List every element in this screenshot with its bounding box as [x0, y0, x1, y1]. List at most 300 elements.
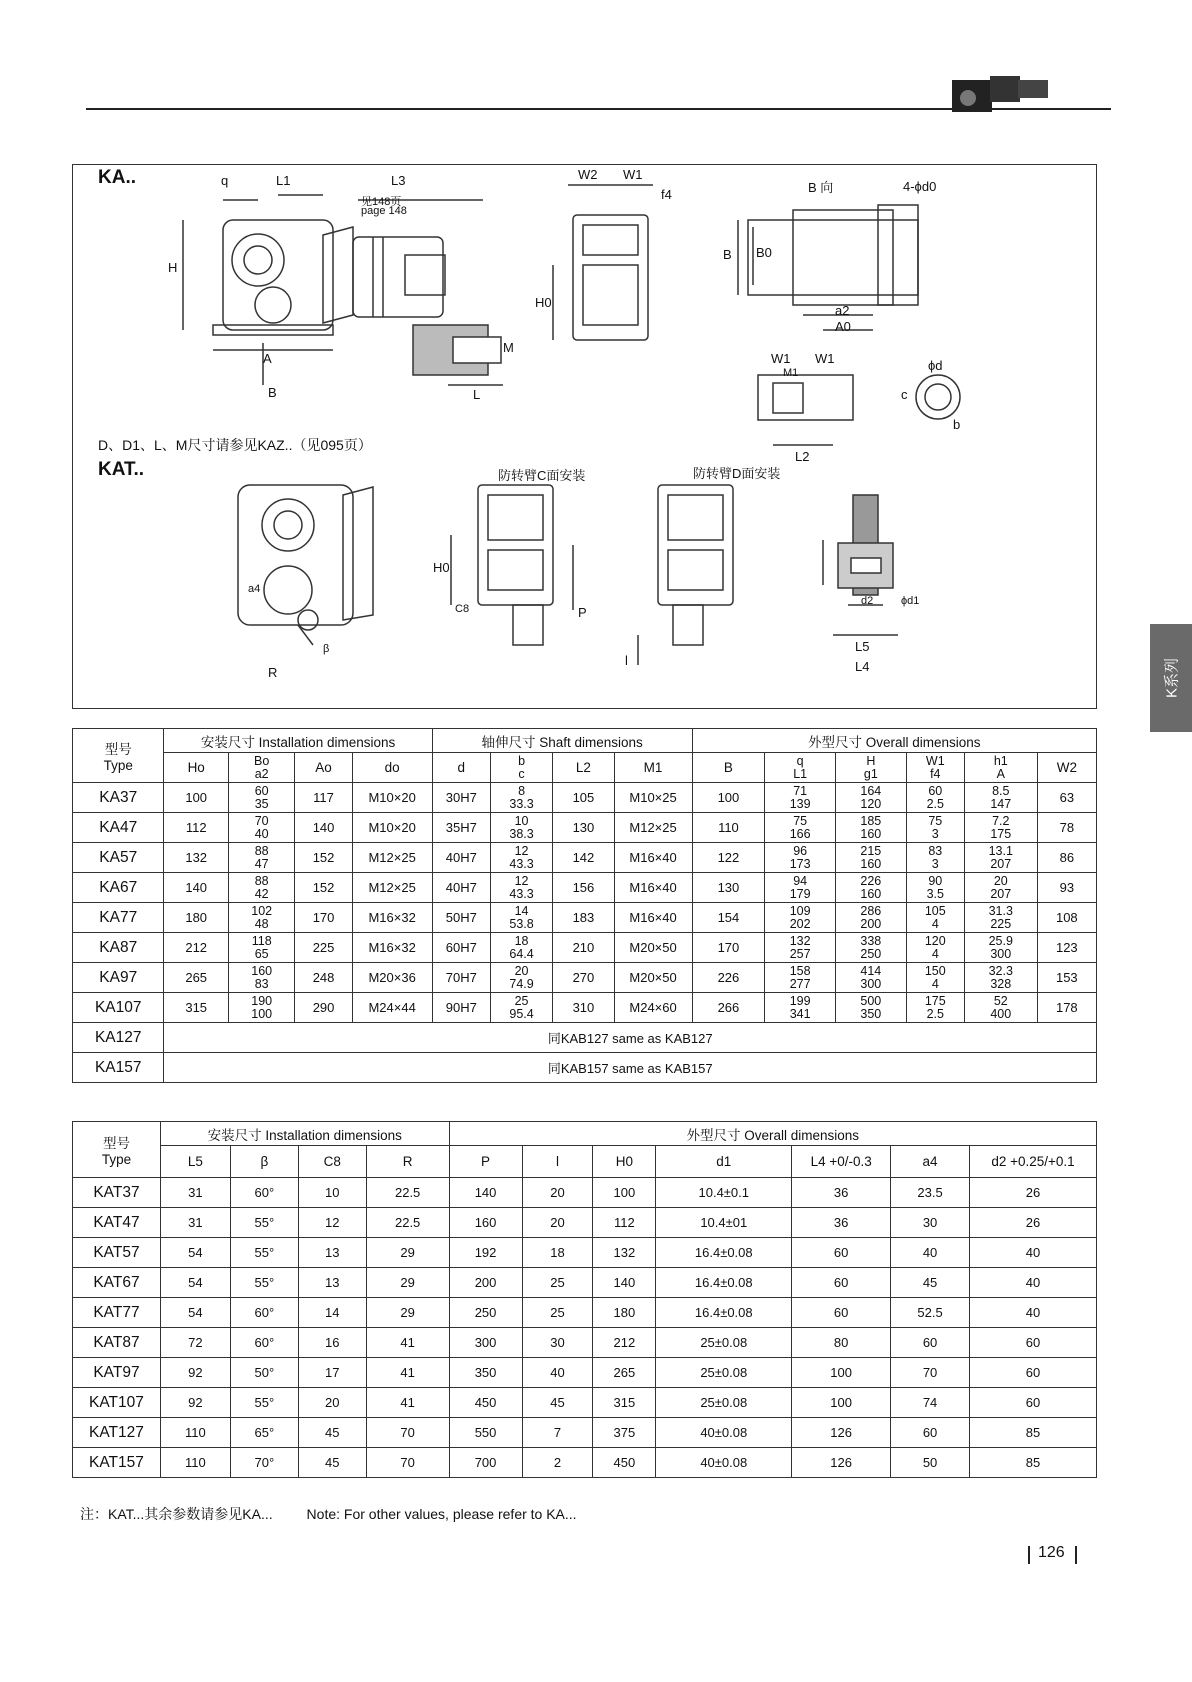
data-cell: 156 — [553, 873, 614, 903]
data-cell: 215 160 — [836, 843, 907, 873]
table-row — [73, 1418, 1097, 1448]
col-header: B — [692, 753, 765, 783]
data-cell: 94 179 — [765, 873, 836, 903]
data-cell: 40 — [970, 1268, 1097, 1298]
table-row — [73, 1053, 1097, 1083]
data-cell: 31.3 225 — [964, 903, 1037, 933]
data-cell: 54 — [160, 1238, 230, 1268]
footnote-en: Note: For other values, please refer to KA... — [306, 1506, 577, 1522]
gearmotor-logo — [950, 70, 1050, 116]
data-cell: 180 — [593, 1298, 656, 1328]
data-cell: 55° — [230, 1208, 298, 1238]
col-header: Bo a2 — [228, 753, 295, 783]
dim-L5: L5 — [855, 639, 870, 654]
type-cell: KA157 — [73, 1053, 164, 1083]
data-cell: 25 95.4 — [490, 993, 552, 1023]
data-cell: 25±0.08 — [656, 1328, 792, 1358]
type-cell: KAT87 — [73, 1328, 161, 1358]
dim-H0: H0 — [535, 295, 552, 310]
data-cell: 25±0.08 — [656, 1358, 792, 1388]
table-row — [73, 1358, 1097, 1388]
type-cell: KAT37 — [73, 1178, 161, 1208]
dim-L1: L1 — [276, 173, 291, 188]
data-cell: 270 — [553, 963, 614, 993]
dim-W1-shaft-2: W1 — [815, 351, 835, 366]
col-header: a4 — [891, 1146, 970, 1178]
data-cell: 52 400 — [964, 993, 1037, 1023]
data-cell: 108 — [1037, 903, 1096, 933]
kat-front-view — [238, 485, 373, 645]
same-as-cell: 同KAB127 same as KAB127 — [164, 1023, 1097, 1053]
data-cell: 31 — [160, 1208, 230, 1238]
type-cell: KAT127 — [73, 1418, 161, 1448]
data-cell: 20 207 — [964, 873, 1037, 903]
data-cell: 60 — [970, 1328, 1097, 1358]
data-cell: 60 — [792, 1268, 891, 1298]
data-cell: 70 — [366, 1418, 449, 1448]
data-cell: 14 53.8 — [490, 903, 552, 933]
data-cell: M20×36 — [352, 963, 432, 993]
data-cell: 30H7 — [432, 783, 490, 813]
dim-beta: β — [323, 643, 330, 655]
data-cell: M16×40 — [614, 843, 692, 873]
data-cell: 74 — [891, 1388, 970, 1418]
type-cell: KAT107 — [73, 1388, 161, 1418]
data-cell: 60 35 — [228, 783, 295, 813]
table-footnote — [80, 1504, 577, 1524]
dim-A: A — [263, 351, 272, 366]
col-header: W1 f4 — [906, 753, 964, 783]
data-cell: 266 — [692, 993, 765, 1023]
data-cell: 29 — [366, 1298, 449, 1328]
data-cell: M12×25 — [352, 843, 432, 873]
data-cell: 190 100 — [228, 993, 295, 1023]
data-cell: 160 — [449, 1208, 522, 1238]
b-view-label: B 向 — [808, 180, 834, 195]
data-cell: 71 139 — [765, 783, 836, 813]
data-cell: 45 — [298, 1448, 366, 1478]
ka-side-view — [553, 185, 653, 340]
data-cell: 40 — [970, 1238, 1097, 1268]
data-cell: 40±0.08 — [656, 1418, 792, 1448]
table-row — [73, 1208, 1097, 1238]
data-cell: 90H7 — [432, 993, 490, 1023]
dim-note: D、D1、L、M尺寸请参见KAZ..（见095页） — [98, 437, 372, 453]
data-cell: 60° — [230, 1178, 298, 1208]
data-cell: 550 — [449, 1418, 522, 1448]
data-cell: 35H7 — [432, 813, 490, 843]
data-cell: 10.4±01 — [656, 1208, 792, 1238]
data-cell: M12×25 — [614, 813, 692, 843]
table-row — [73, 1388, 1097, 1418]
data-cell: 100 — [792, 1358, 891, 1388]
data-cell: 25±0.08 — [656, 1388, 792, 1418]
data-cell: 16.4±0.08 — [656, 1238, 792, 1268]
col-header: Ao — [295, 753, 352, 783]
type-cell: KA47 — [73, 813, 164, 843]
dim-M: M — [503, 340, 514, 355]
data-cell: 40 — [891, 1238, 970, 1268]
see-page-en: page 148 — [361, 205, 407, 217]
data-cell: 225 — [295, 933, 352, 963]
type-cell: KA127 — [73, 1023, 164, 1053]
data-cell: 226 — [692, 963, 765, 993]
dim-H0-kat: H0 — [433, 560, 450, 575]
data-cell: 70 — [891, 1358, 970, 1388]
col-header: l — [522, 1146, 593, 1178]
data-cell: 90 3.5 — [906, 873, 964, 903]
dim-L4: L4 — [855, 659, 870, 674]
data-cell: 22.5 — [366, 1208, 449, 1238]
kat-dimensions-table — [72, 1121, 1097, 1478]
shaft-detail-view — [758, 375, 960, 445]
table-row — [73, 993, 1097, 1023]
data-cell: 32.3 328 — [964, 963, 1037, 993]
col-header: do — [352, 753, 432, 783]
col-header: H0 — [593, 1146, 656, 1178]
data-cell: 375 — [593, 1418, 656, 1448]
data-cell: 140 — [593, 1268, 656, 1298]
type-cell: KAT157 — [73, 1448, 161, 1478]
data-cell: 7.2 175 — [964, 813, 1037, 843]
col-header: R — [366, 1146, 449, 1178]
dim-W1-shaft: W1 — [771, 351, 791, 366]
data-cell: 123 — [1037, 933, 1096, 963]
table-row — [73, 963, 1097, 993]
data-cell: 60 — [970, 1358, 1097, 1388]
data-cell: 170 — [692, 933, 765, 963]
data-cell: 18 64.4 — [490, 933, 552, 963]
data-cell: 65° — [230, 1418, 298, 1448]
data-cell: 60° — [230, 1328, 298, 1358]
data-cell: 93 — [1037, 873, 1096, 903]
data-cell: 154 — [692, 903, 765, 933]
table-row — [73, 1268, 1097, 1298]
data-cell: 338 250 — [836, 933, 907, 963]
dim-l: l — [625, 653, 628, 668]
data-cell: 70H7 — [432, 963, 490, 993]
data-cell: 178 — [1037, 993, 1096, 1023]
data-cell: 40H7 — [432, 843, 490, 873]
overall-group-header: 外型尺寸 Overall dimensions — [692, 729, 1096, 753]
data-cell: 88 47 — [228, 843, 295, 873]
data-cell: 14 — [298, 1298, 366, 1328]
data-cell: 75 3 — [906, 813, 964, 843]
data-cell: 30 — [522, 1328, 593, 1358]
data-cell: 192 — [449, 1238, 522, 1268]
data-cell: 40H7 — [432, 873, 490, 903]
hollow-shaft-section — [413, 325, 503, 385]
data-cell: 20 — [522, 1178, 593, 1208]
section-side-tab: K系列 — [1150, 624, 1192, 732]
data-cell: 112 — [164, 813, 228, 843]
data-cell: 55° — [230, 1388, 298, 1418]
data-cell: 17 — [298, 1358, 366, 1388]
data-cell: 140 — [295, 813, 352, 843]
data-cell: 55° — [230, 1238, 298, 1268]
col-header: d — [432, 753, 490, 783]
type-cell: KA37 — [73, 783, 164, 813]
data-cell: M16×40 — [614, 873, 692, 903]
data-cell: 70° — [230, 1448, 298, 1478]
data-cell: 13 — [298, 1238, 366, 1268]
dim-W1: W1 — [623, 167, 643, 182]
data-cell: 180 — [164, 903, 228, 933]
col-header: W2 — [1037, 753, 1096, 783]
data-cell: 45 — [891, 1268, 970, 1298]
type-cell: KAT57 — [73, 1238, 161, 1268]
data-cell: 126 — [792, 1448, 891, 1478]
data-cell: 40±0.08 — [656, 1448, 792, 1478]
table-row — [73, 1448, 1097, 1478]
data-cell: 50° — [230, 1358, 298, 1388]
data-cell: 41 — [366, 1358, 449, 1388]
data-cell: 153 — [1037, 963, 1096, 993]
data-cell: M12×25 — [352, 873, 432, 903]
data-cell: 63 — [1037, 783, 1096, 813]
col-header: M1 — [614, 753, 692, 783]
data-cell: 183 — [553, 903, 614, 933]
data-cell: M10×20 — [352, 783, 432, 813]
data-cell: M16×32 — [352, 933, 432, 963]
data-cell: 16.4±0.08 — [656, 1268, 792, 1298]
data-cell: 142 — [553, 843, 614, 873]
data-cell: 23.5 — [891, 1178, 970, 1208]
data-cell: 152 — [295, 843, 352, 873]
data-cell: 96 173 — [765, 843, 836, 873]
data-cell: 132 — [593, 1238, 656, 1268]
dim-B: B — [268, 385, 277, 400]
data-cell: 120 4 — [906, 933, 964, 963]
data-cell: 110 — [692, 813, 765, 843]
ka-b-view — [738, 205, 918, 330]
data-cell: 60° — [230, 1298, 298, 1328]
data-cell: 110 — [160, 1418, 230, 1448]
data-cell: 25 — [522, 1268, 593, 1298]
table-row — [73, 933, 1097, 963]
torque-arm-bushing-view — [823, 495, 898, 635]
data-cell: 210 — [553, 933, 614, 963]
dim-C8: C8 — [455, 603, 470, 615]
data-cell: M20×50 — [614, 963, 692, 993]
data-cell: 92 — [160, 1388, 230, 1418]
table-row — [73, 1023, 1097, 1053]
data-cell: 248 — [295, 963, 352, 993]
ka-label: KA.. — [98, 167, 136, 188]
data-cell: 132 — [164, 843, 228, 873]
table-row — [73, 1238, 1097, 1268]
data-cell: 100 — [164, 783, 228, 813]
data-cell: 100 — [792, 1388, 891, 1418]
type-cell: KA57 — [73, 843, 164, 873]
data-cell: 100 — [593, 1178, 656, 1208]
data-cell: 52.5 — [891, 1298, 970, 1328]
data-cell: 126 — [792, 1418, 891, 1448]
data-cell: 170 — [295, 903, 352, 933]
table-row — [73, 843, 1097, 873]
data-cell: 12 — [298, 1208, 366, 1238]
data-cell: 315 — [164, 993, 228, 1023]
type-cell: KA97 — [73, 963, 164, 993]
data-cell: 118 65 — [228, 933, 295, 963]
type-cell: KAT97 — [73, 1358, 161, 1388]
data-cell: 85 — [970, 1448, 1097, 1478]
kat-label: KAT.. — [98, 459, 145, 480]
table-row — [73, 1328, 1097, 1358]
data-cell: 22.5 — [366, 1178, 449, 1208]
data-cell: M16×40 — [614, 903, 692, 933]
data-cell: 70 — [366, 1448, 449, 1478]
type-header-2: 型号 Type — [73, 1122, 161, 1178]
ka-dimensions-table — [72, 728, 1097, 1083]
data-cell: 105 4 — [906, 903, 964, 933]
overall-group-header-2: 外型尺寸 Overall dimensions — [449, 1122, 1096, 1146]
data-cell: 185 160 — [836, 813, 907, 843]
data-cell: 54 — [160, 1298, 230, 1328]
data-cell: 30 — [891, 1208, 970, 1238]
data-cell: 265 — [164, 963, 228, 993]
col-header: d2 +0.25/+0.1 — [970, 1146, 1097, 1178]
dim-R: R — [268, 665, 278, 680]
data-cell: 20 74.9 — [490, 963, 552, 993]
data-cell: 140 — [449, 1178, 522, 1208]
d-mount-label: 防转臂D面安装 — [693, 466, 781, 481]
data-cell: 85 — [970, 1418, 1097, 1448]
data-cell: 86 — [1037, 843, 1096, 873]
dim-P: P — [578, 605, 587, 620]
type-cell: KAT77 — [73, 1298, 161, 1328]
shaft-group-header: 轴伸尺寸 Shaft dimensions — [432, 729, 692, 753]
data-cell: 50H7 — [432, 903, 490, 933]
data-cell: M24×60 — [614, 993, 692, 1023]
data-cell: 60 — [891, 1418, 970, 1448]
data-cell: 25 — [522, 1298, 593, 1328]
install-group-header: 安装尺寸 Installation dimensions — [164, 729, 432, 753]
data-cell: 45 — [298, 1418, 366, 1448]
dim-L2: L2 — [795, 449, 810, 464]
col-header: P — [449, 1146, 522, 1178]
data-cell: 105 — [553, 783, 614, 813]
data-cell: 72 — [160, 1328, 230, 1358]
dim-L3: L3 — [391, 173, 406, 188]
data-cell: 110 — [160, 1448, 230, 1478]
kat-d-mount-view — [638, 485, 733, 665]
data-cell: 41 — [366, 1328, 449, 1358]
data-cell: 83 3 — [906, 843, 964, 873]
col-header: β — [230, 1146, 298, 1178]
data-cell: 60 — [970, 1388, 1097, 1418]
dim-q: q — [221, 173, 229, 188]
data-cell: 12 43.3 — [490, 873, 552, 903]
data-cell: 150 4 — [906, 963, 964, 993]
data-cell: 117 — [295, 783, 352, 813]
data-cell: 226 160 — [836, 873, 907, 903]
col-header: L5 — [160, 1146, 230, 1178]
data-cell: 75 166 — [765, 813, 836, 843]
col-header: L4 +0/-0.3 — [792, 1146, 891, 1178]
install-group-header-2: 安装尺寸 Installation dimensions — [160, 1122, 449, 1146]
dim-a2: a2 — [835, 303, 850, 318]
data-cell: 350 — [449, 1358, 522, 1388]
type-header: 型号 Type — [73, 729, 164, 783]
data-cell: 60 — [792, 1298, 891, 1328]
data-cell: 130 — [692, 873, 765, 903]
type-cell: KA77 — [73, 903, 164, 933]
data-cell: 200 — [449, 1268, 522, 1298]
data-cell: 26 — [970, 1208, 1097, 1238]
kat-c-mount-view — [451, 485, 573, 645]
data-cell: 2 — [522, 1448, 593, 1478]
data-cell: 130 — [553, 813, 614, 843]
col-header: d1 — [656, 1146, 792, 1178]
dim-a4: a4 — [248, 583, 261, 595]
data-cell: 45 — [522, 1388, 593, 1418]
col-header: b c — [490, 753, 552, 783]
col-header: L2 — [553, 753, 614, 783]
page-number: 126 — [1038, 1544, 1065, 1561]
data-cell: 175 2.5 — [906, 993, 964, 1023]
dim-W2: W2 — [578, 167, 598, 182]
data-cell: 16 — [298, 1328, 366, 1358]
dim-d1: ϕd1 — [901, 595, 920, 607]
data-cell: 60 — [891, 1328, 970, 1358]
data-cell: 29 — [366, 1238, 449, 1268]
data-cell: 152 — [295, 873, 352, 903]
dim-c: c — [901, 387, 908, 402]
data-cell: 41 — [366, 1388, 449, 1418]
data-cell: 164 120 — [836, 783, 907, 813]
data-cell: 13.1 207 — [964, 843, 1037, 873]
data-cell: 92 — [160, 1358, 230, 1388]
data-cell: 212 — [593, 1328, 656, 1358]
data-cell: 36 — [792, 1178, 891, 1208]
data-cell: 16.4±0.08 — [656, 1298, 792, 1328]
data-cell: 300 — [449, 1328, 522, 1358]
data-cell: 140 — [164, 873, 228, 903]
dimension-drawing-panel — [72, 164, 1097, 709]
data-cell: 102 48 — [228, 903, 295, 933]
data-cell: 450 — [449, 1388, 522, 1418]
dim-H: H — [168, 260, 178, 275]
data-cell: 60H7 — [432, 933, 490, 963]
data-cell: 55° — [230, 1268, 298, 1298]
data-cell: 286 200 — [836, 903, 907, 933]
dim-d: ϕd — [928, 358, 943, 373]
data-cell: M10×25 — [614, 783, 692, 813]
data-cell: 20 — [522, 1208, 593, 1238]
c-mount-label: 防转臂C面安装 — [498, 468, 586, 483]
dim-f4: f4 — [661, 187, 672, 202]
data-cell: 158 277 — [765, 963, 836, 993]
data-cell: 8 33.3 — [490, 783, 552, 813]
see-page-cn: 见148页 — [361, 196, 402, 208]
dim-B-view: B — [723, 247, 732, 262]
data-cell: 109 202 — [765, 903, 836, 933]
data-cell: 414 300 — [836, 963, 907, 993]
dim-B0: B0 — [756, 245, 772, 260]
data-cell: 50 — [891, 1448, 970, 1478]
data-cell: 122 — [692, 843, 765, 873]
dim-holes: 4-ϕd0 — [903, 179, 937, 194]
data-cell: 10.4±0.1 — [656, 1178, 792, 1208]
data-cell: 26 — [970, 1178, 1097, 1208]
data-cell: 265 — [593, 1358, 656, 1388]
data-cell: 12 43.3 — [490, 843, 552, 873]
data-cell: 100 — [692, 783, 765, 813]
dim-d2: d2 — [861, 595, 874, 607]
col-header: h1 A — [964, 753, 1037, 783]
data-cell: 36 — [792, 1208, 891, 1238]
